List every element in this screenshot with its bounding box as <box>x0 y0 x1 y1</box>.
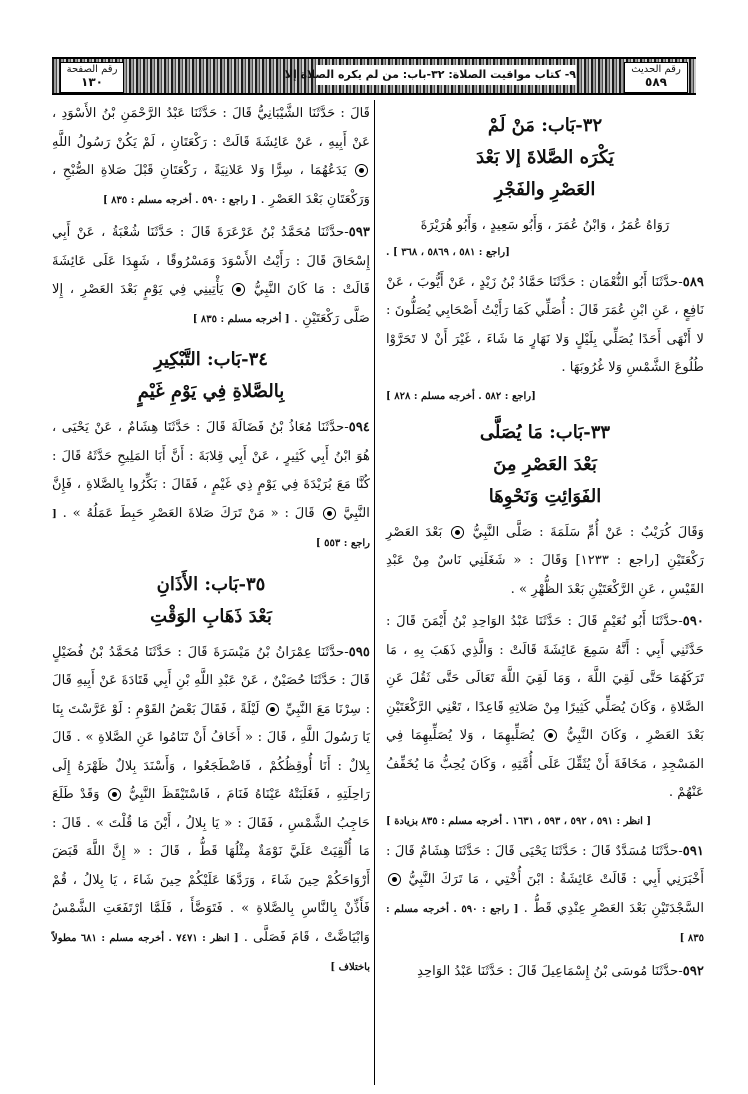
hadith-595-text-b: لَيْلَةً ، فَقَالَ بَعْضُ القَوْمِ : لَوْ عَرَّسْتَ بِنَا يَا رَسُولَ اللَّهِ ، قَالَ : « أَخَافُ أَنْ تَنَامُوا عَنِ الصَّلاةِ » . قَالَ بِلالٌ : أَنَا أُوقِظُكُمْ ، فَاضْطَجَعُوا ، وَأَسْنَدَ بِلالٌ ظَهْرَهُ إِلَى رَاحِلَتِهِ ، فَغَلَبَتْهُ عَيْنَاهُ فَنَامَ ، فَاسْتَيْقَظَ النَّبِيُّ <box>52 701 371 802</box>
hadith-595-text-a: -حدَّثَنَا عِمْرَانُ بْنُ مَيْسَرَةَ قَالَ : حَدَّثَنَا مُحَمَّدُ بْنُ فُضَيْلٍ قَالَ : حَدَّثَنَا حُصَيْنٌ ، عَنْ عَبْدِ اللَّهِ بْنِ أَبِي قَتَادَةَ عَنْ أَبِيهِ قَالَ : سِرْنَا مَعَ النَّبِيِّ <box>52 644 371 717</box>
chapter-32-heading <box>386 110 704 206</box>
hadith-594-ref: [ راجع : ٥٥٣ ] <box>52 508 370 549</box>
hadith-595-ref: [ انظر : ٧٤٧١ . أخرجه مسلم : ٦٨١ مطولاً باختلاف ] <box>52 932 370 973</box>
hadith-589-ref: [راجع : ٥٨٢ . أخرجه مسلم : ٨٢٨ ] <box>386 390 536 402</box>
chapter-32-title-2: يَكْرَه الصَّلاةَ إلا بَعْدَ <box>476 147 614 168</box>
hadith-593-text-a: -حدَّثَنَا مُحَمَّدُ بْنُ عَرْعَرَةَ قَالَ : حَدَّثَنَا شُعْبَةُ ، عَنْ أَبِي إِسْحَاقَ قَالَ : رَأَيْتُ الأَسْوَدَ وَمَسْرُوقًا ، شَهِدَا عَلَى عَائِشَةَ قَالَتْ : مَا كَانَ النَّبِيُّ <box>52 225 370 297</box>
hadith-589 <box>386 269 704 383</box>
chapter-33-heading <box>386 417 704 513</box>
hadith-594 <box>52 414 370 559</box>
chapter-33-intro-b: بَعْدَ العَصْرِ رَكْعَتَيْنِ [راجع : ١٢٣٣] وَقَالَ : « شَغَلَنِي نَاسٌ مِنْ عَبْدِ القَيْسِ ، عَنِ الرَّكْعَتَيْنِ بَعْدَ الظُّهْرِ » . <box>386 524 705 597</box>
hadith-590-number: ٥٩٠ <box>682 614 704 629</box>
salutation-icon <box>108 788 121 801</box>
page-number: ١٣٠ <box>81 75 103 89</box>
chapter-33-title-2: بَعْدَ العَصْرِ مِنَ <box>493 453 597 475</box>
hadith-592-text: -حدَّثَنَا مُوسَى بْنُ إِسْمَاعِيلَ قَالَ : حَدَّثَنَا عَبْدُ الوَاحِدِ <box>417 963 683 979</box>
hadith-number: ٥٨٩ <box>645 75 667 89</box>
hadith-591-text-b: السَّجْدَتَيْنِ بَعْدَ العَصْرِ عِنْدِي قَطُّ . <box>523 900 704 916</box>
hadith-595-number: ٥٩٥ <box>348 644 370 660</box>
hadith-591 <box>386 838 704 954</box>
hadith-591-text-a: -حدَّثَنَا مُسَدَّدٌ قَالَ : حَدَّثَنَا يَحْيَى قَالَ : حَدَّثَنَا هِشَامٌ قَالَ : أَخْبَرَنِي أَبِي : قَالَتْ عَائِشَةُ : ابْنَ أُخْتِي ، مَا تَرَكَ النَّبِيُّ <box>386 843 704 887</box>
running-header <box>52 57 696 95</box>
hadith-594-text-b: قَالَ : « مَنْ تَرَكَ صَلاةَ العَصْرِ حَبِطَ عَمَلُهُ » . <box>62 505 315 521</box>
hadith-592-cont-a: قَالَ : حَدَّثَنَا الشَّيْبَانِيُّ قَالَ : حَدَّثَنَا عَبْدُ الرَّحْمَنِ بْنُ الأَسْوَدِ ، عَنْ أَبِيهِ ، عَنْ عَائِشَةَ قَالَتْ : رَكْعَتَانِ ، لَمْ يَكُنْ رَسُولُ اللَّهِ <box>52 106 370 150</box>
hadith-593-ref: [ أخرجه مسلم : ٨٣٥ ] <box>192 313 290 325</box>
hadith-594-text-a: -حدَّثَنَا مُعَاذُ بْنُ فَضَالَةَ قَالَ : حَدَّثَنَا هِشَامٌ ، عَنْ يَحْيَى ، هُوَ ابْنُ أَبِي كَثِيرٍ ، عَنْ أَبِي قِلابَةَ : أَنَّ أَبَا المَلِيحِ حَدَّثَهُ قَالَ : كُنَّا مَعَ بُرَيْدَةَ فِي يَوْمٍ ذِي غَيْمٍ ، فَقَالَ : بَكِّرُوا بِالصَّلاةِ ، فَإِنَّ النَّبِيَّ <box>52 420 370 521</box>
salutation-icon <box>388 873 401 886</box>
chapter-34-title-1: ٣٤-بَاب: التَّبْكِيرِ <box>154 349 268 370</box>
chapter-33-title-3: الفَوَائِتِ وَنَحْوِهَا <box>488 485 602 507</box>
chapter-35-title-2: بَعْدَ ذَهَابِ الوَقْتِ <box>150 605 272 627</box>
hadith-591-number: ٥٩١ <box>682 843 704 859</box>
hadith-590-text-b: يُصَلِّيهِمَا ، وَلا يُصَلِّيهِمَا فِي المَسْجِدِ ، مَخَافَةَ أَنْ يُثَقِّلَ عَلَى أُمَّتِهِ ، وَكَانَ يُحِبُّ مَا يُخَفِّفُ عَنْهُمْ . <box>386 728 704 800</box>
hadith-number-label: رقم الحديث <box>631 64 681 75</box>
chapter-33-intro <box>386 519 704 605</box>
salutation-icon <box>451 526 464 539</box>
salutation-icon <box>323 507 336 520</box>
salutation-icon <box>266 703 279 716</box>
hadith-592-number: ٥٩٢ <box>682 963 704 979</box>
chapter-35-heading <box>52 569 370 633</box>
hadith-592-continued <box>52 100 370 215</box>
hadith-590 <box>386 608 704 808</box>
hadith-593 <box>52 219 370 334</box>
hadith-number-box <box>624 62 688 93</box>
chapter-33-title-1: ٣٣-بَاب: مَا يُصَلَّى <box>479 421 611 443</box>
hadith-590-text-a: -حدَّثَنَا أَبُو نُعَيْمٍ قَالَ : حَدَّثَنَا عَبْدُ الوَاحِدِ بْنُ أَيْمَنَ قَالَ : حَدَّثَنِي أَبِي : أَنَّهُ سَمِعَ عَائِشَةَ قَالَتْ : وَالَّذِي ذَهَبَ بِهِ ، مَا تَرَكَهُمَا حَتَّى لَقِيَ اللَّهَ ، وَمَا لَقِيَ اللَّهَ تَعَالَى حَتَّى ثَقُلَ عَنِ الصَّلاةِ ، وَكَانَ يُصَلِّي كَثِيرًا مِنْ صَلاتِهِ قَاعِدًا ، تَعْنِي الرَّكْعَتَيْنِ بَعْدَ العَصْرِ ، وَكَانَ النَّبِيُّ <box>386 614 704 743</box>
hadith-594-number: ٥٩٤ <box>348 420 370 435</box>
chapter-32-title-1: ٣٢-بَاب: مَنْ لَمْ <box>487 115 603 136</box>
hadith-591-ref: [ راجع : ٥٩٠ . أخرجه مسلم : ٨٣٥ ] <box>386 903 704 944</box>
hadith-592-ref: [ راجع : ٥٩٠ . أخرجه مسلم : ٨٣٥ ] <box>102 194 257 206</box>
hadith-590-ref: [ انظر : ٥٩١ ، ٥٩٢ ، ٥٩٣ ، ١٦٣١ . أخرجه مسلم : ٨٣٥ بزيادة ] <box>386 815 652 827</box>
chapter-32-narrators: رَوَاهُ عُمَرُ ، وَابْنُ عُمَرَ ، وَأَبُو سَعِيدٍ ، وَأَبُو هُرَيْرَةَ <box>420 218 670 233</box>
hadith-592 <box>386 958 704 987</box>
left-column <box>52 100 370 987</box>
hadith-593-number: ٥٩٣ <box>348 225 370 240</box>
page-number-label: رقم الصفحة <box>66 64 118 75</box>
header-title: ٩- كتاب مواقيت الصلاة: ٣٢-باب: من لم يكره الصلاة إلا <box>316 65 576 85</box>
chapter-34-heading <box>52 344 370 408</box>
hadith-593-text-b: يَأْتِينِي فِي يَوْمٍ بَعْدَ العَصْرِ ، إِلا صَلَّى رَكْعَتَيْنِ . <box>52 282 370 326</box>
right-column <box>386 100 704 990</box>
chapter-33-intro-a: وَقَالَ كُرَيْبٌ : عَنْ أُمِّ سَلَمَةَ : صَلَّى النَّبِيُّ <box>472 524 705 540</box>
salutation-icon <box>544 729 557 742</box>
page-number-box <box>60 62 124 93</box>
chapter-32-title-3: العَصْرِ والفَجْرِ <box>494 179 596 200</box>
chapter-32-ref: [راجع : ٥٨١ ، ٥٨٦٩ ، ٣٦٨ ] . <box>386 246 510 258</box>
hadith-589-text: -حدَّثَنَا أَبُو النُّعْمَان : حَدَّثَنَا حَمَّادُ بْنُ زَيْدٍ ، عَنْ أَيُّوبَ ، عَنْ نَافِعٍ ، عَنِ ابْنِ عُمَرَ قَالَ : أُصَلِّي كَمَا رَأَيْتُ أَصْحَابِي يُصَلُّونَ : لا أَنْهَى أَحَدًا يُصَلِّي بِلَيْلٍ وَلا نَهَارٍ مَا شَاءَ ، غَيْرَ أَنْ لا تَحَرَّوْا طُلُوعَ الشَّمْسِ وَلا غُرُوبَهَا . <box>386 274 704 375</box>
chapter-34-title-2: بِالصَّلاةِ فِي يَوْمِ غَيْمٍ <box>137 381 285 402</box>
hadith-592-cont-b: يَدَعُهُمَا ، سِرًّا وَلا عَلانِيَةً ، رَكْعَتَانِ قَبْلَ صَلاةِ الصُّبْحِ ، وَرَكْعَتَانِ بَعْدَ العَصْرِ . <box>52 163 370 207</box>
chapter-35-title-1: ٣٥-بَاب: الأَذَانِ <box>156 573 266 595</box>
column-divider <box>374 100 375 1085</box>
salutation-icon <box>232 283 245 296</box>
salutation-icon <box>355 164 368 177</box>
hadith-589-number: ٥٨٩ <box>682 274 704 290</box>
hadith-595 <box>52 639 370 983</box>
hadith-595-text-c: وَقَدْ طَلَعَ حَاجِبُ الشَّمْسِ ، فَقَالَ : « يَا بِلالُ ، أَيْنَ مَا قُلْتَ » . قَالَ : مَا أُلْقِيَتْ عَلَيَّ نَوْمَةٌ مِثْلُهَا قَطُّ ، قَالَ : « إِنَّ اللَّهَ قَبَضَ أَرْوَاحَكُمْ حِينَ شَاءَ ، وَرَدَّهَا عَلَيْكُمْ حِينَ شَاءَ ، يَا بِلالُ ، قُمْ فَأَذِّنْ بِالنَّاسِ بِالصَّلاةِ » . فَتَوَضَّأَ ، فَلَمَّا ارْتَفَعَتِ الشَّمْسُ وَابْيَاضَّتْ ، قَامَ فَصَلَّى . <box>52 787 370 945</box>
